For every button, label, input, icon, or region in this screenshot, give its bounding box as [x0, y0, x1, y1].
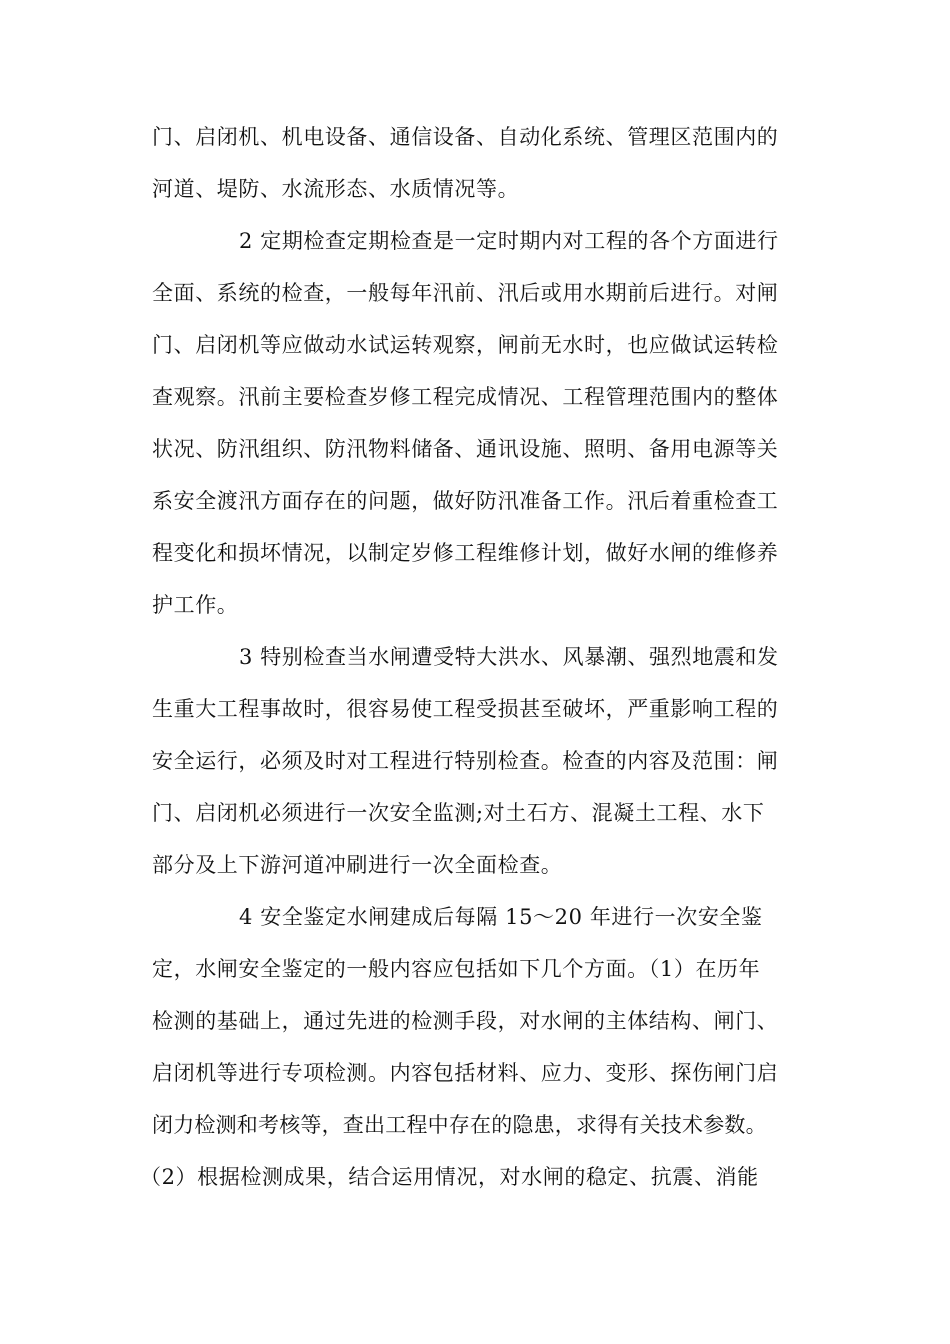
text-line: 部分及上下游河道冲刷进行一次全面检查。: [152, 853, 563, 877]
text-line: 护工作。: [152, 593, 239, 617]
paragraph-start-line: 3 特别检查当水闸遭受特大洪水、风暴潮、强烈地震和发: [239, 645, 779, 669]
paragraph-start-line: 2 定期检查定期检查是一定时期内对工程的各个方面进行: [239, 229, 779, 253]
text-line: 门、启闭机必须进行一次安全监测;对土石方、混凝土工程、水下: [152, 801, 765, 825]
text-line: 门、启闭机、机电设备、通信设备、自动化系统、管理区范围内的: [152, 125, 779, 149]
text-line: 定，水闸安全鉴定的一般内容应包括如下几个方面。（1）在历年: [152, 957, 761, 981]
text-line: 查观察。汛前主要检查岁修工程完成情况、工程管理范围内的整体: [152, 385, 779, 409]
paragraph-start-line: 4 安全鉴定水闸建成后每隔 15～20 年进行一次安全鉴: [239, 905, 763, 929]
text-line: 生重大工程事故时，很容易使工程受损甚至破坏，严重影响工程的: [152, 697, 779, 721]
text-line: 状况、防汛组织、防汛物料储备、通讯设施、照明、备用电源等关: [152, 437, 779, 461]
text-line: （2）根据检测成果，结合运用情况，对水闸的稳定、抗震、消能: [140, 1165, 759, 1189]
text-line: 门、启闭机等应做动水试运转观察，闸前无水时，也应做试运转检: [152, 333, 779, 357]
text-line: 闭力检测和考核等，查出工程中存在的隐患，求得有关技术参数。: [152, 1113, 767, 1137]
text-line: 启闭机等进行专项检测。内容包括材料、应力、变形、探伤闸门启: [152, 1061, 779, 1085]
text-line: 河道、堤防、水流形态、水质情况等。: [152, 177, 520, 201]
text-line: 安全运行，必须及时对工程进行特别检查。检查的内容及范围：闸: [152, 749, 779, 773]
text-line: 全面、系统的检查，一般每年汛前、汛后或用水期前后进行。对闸: [152, 281, 779, 305]
text-line: 程变化和损坏情况，以制定岁修工程维修计划，做好水闸的维修养: [152, 541, 779, 565]
text-line: 检测的基础上，通过先进的检测手段，对水闸的主体结构、闸门、: [152, 1009, 779, 1033]
text-line: 系安全渡汛方面存在的问题，做好防汛准备工作。汛后着重检查工: [152, 489, 779, 513]
